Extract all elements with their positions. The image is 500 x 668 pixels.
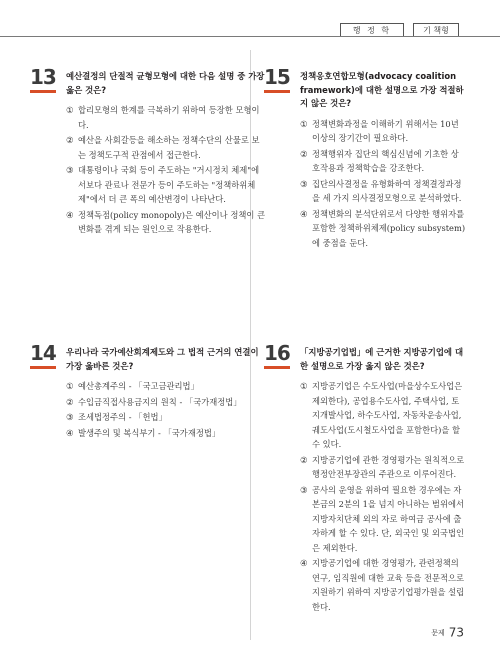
option-text: 정책행위자 집단의 핵심신념에 기초한 상호작용과 정책학습을 강조한다. bbox=[312, 148, 459, 173]
option-3[interactable] bbox=[66, 410, 266, 425]
option-marker: ② bbox=[66, 135, 74, 145]
question-number: 16 bbox=[264, 341, 290, 365]
page-number: 73 bbox=[448, 625, 464, 640]
question-number-underline bbox=[30, 366, 56, 369]
subject-tag: 행 정 학 bbox=[340, 23, 404, 37]
option-text: 예산총계주의 - 「국고금관리법」 bbox=[78, 381, 199, 391]
page-footer bbox=[431, 622, 464, 641]
option-2[interactable] bbox=[66, 133, 266, 162]
question-13 bbox=[30, 65, 266, 238]
option-text: 수입금직접사용금지의 원칙 - 「국가재정법」 bbox=[78, 396, 242, 407]
option-text: 집단의사결정을 유형화하여 정책결정과정을 세 가지 의사결정모형으로 분석하였다. bbox=[312, 178, 462, 203]
question-stem: 예산결정의 단절적 균형모형에 대한 다음 설명 중 가장 옳은 것은? bbox=[66, 71, 265, 95]
question-15 bbox=[264, 65, 466, 251]
option-3[interactable] bbox=[66, 163, 266, 207]
option-marker: ② bbox=[66, 396, 74, 407]
option-marker: ③ bbox=[66, 165, 74, 175]
option-2[interactable] bbox=[300, 453, 466, 482]
footer-label: 문제 bbox=[431, 628, 445, 637]
option-3[interactable] bbox=[300, 177, 466, 206]
question-number-underline bbox=[30, 90, 56, 93]
header-rule bbox=[0, 36, 500, 37]
question-number-underline bbox=[264, 90, 290, 93]
option-4[interactable] bbox=[66, 426, 266, 441]
option-2[interactable] bbox=[300, 147, 466, 176]
option-4[interactable] bbox=[66, 208, 266, 237]
option-list bbox=[66, 379, 266, 440]
question-stem: 「지방공기업법」에 근거한 지방공기업에 대한 설명으로 가장 옳지 않은 것은? bbox=[300, 347, 464, 371]
option-text: 지방공기업에 관한 경영평가는 원칙적으로 행정안전부장관의 주관으로 이루어진다. bbox=[312, 454, 465, 479]
option-marker: ① bbox=[66, 105, 74, 115]
option-list bbox=[300, 117, 466, 251]
exam-type-tag: 기 책형 bbox=[413, 23, 459, 37]
option-text: 공사의 운영을 위하여 필요한 경우에는 자본금의 2분의 1을 넘지 아니하는 범위에서 지방자치단체 외의 자로 하여금 공사에 출자하게 할 수 있다. 단, 외국인 및 외국법인은 제외한다. bbox=[312, 484, 464, 553]
option-marker: ④ bbox=[300, 558, 308, 568]
question-16 bbox=[264, 341, 466, 615]
option-marker: ④ bbox=[66, 209, 74, 220]
option-marker: ③ bbox=[300, 484, 308, 495]
question-number: 13 bbox=[30, 65, 56, 89]
question-number: 14 bbox=[30, 341, 56, 365]
option-1[interactable] bbox=[300, 117, 466, 146]
option-marker: ④ bbox=[300, 208, 308, 219]
option-list bbox=[300, 379, 466, 614]
option-text: 합리모형의 한계를 극복하기 위하여 등장한 모형이다. bbox=[78, 105, 260, 130]
question-stem: 우리나라 국가예산회계제도와 그 법적 근거의 연결이 가장 옳바른 것은? bbox=[66, 347, 259, 371]
option-1[interactable] bbox=[66, 379, 266, 394]
option-text: 지방공기업은 수도사업(마을상수도사업은 제외한다), 공업용수도사업, 주택사업, 토지개발사업, 하수도사업, 자동차운송사업, 궤도사업(도시철도사업을 포함한다)을 할 수 있다. bbox=[312, 381, 463, 449]
option-text: 발생주의 및 복식부기 - 「국가재정법」 bbox=[78, 427, 221, 438]
question-number: 15 bbox=[264, 65, 290, 89]
option-text: 대통령이나 국회 등이 주도하는 "거시정치 체제"에서보다 관료나 전문가 등이 주도하는 "정책하위체제"에서 더 큰 폭의 예산변경이 나타난다. bbox=[78, 165, 260, 204]
option-marker: ③ bbox=[300, 178, 308, 189]
option-text: 지방공기업에 대한 경영평가, 관련정책의 연구, 임직원에 대한 교육 등을 전문적으로 지원하기 위하여 지방공기업평가원을 설립한다. bbox=[312, 558, 465, 612]
option-marker: ② bbox=[300, 454, 308, 465]
option-2[interactable] bbox=[66, 395, 266, 410]
option-text: 예산을 사회갈등을 해소하는 정책수단의 산물로 보는 정책도구적 관점에서 접근한다. bbox=[78, 135, 260, 160]
option-text: 정책변화과정을 이해하기 위해서는 10년 이상의 장기간이 필요하다. bbox=[312, 118, 459, 143]
option-text: 정책변화의 분석단위로서 다양한 행위자를 포함한 정책하위체제(policy subsystem)에 중점을 둔다. bbox=[312, 208, 466, 248]
option-marker: ④ bbox=[66, 427, 74, 438]
option-text: 정책독점(policy monopoly)은 예산이나 정책이 큰 변화를 겪게 되는 원인으로 작용한다. bbox=[78, 209, 266, 234]
option-text: 조세법정주의 - 「헌법」 bbox=[78, 412, 167, 422]
option-3[interactable] bbox=[300, 483, 466, 556]
question-number-underline bbox=[264, 366, 290, 369]
option-4[interactable] bbox=[300, 556, 466, 614]
option-1[interactable] bbox=[300, 379, 466, 452]
option-marker: ① bbox=[300, 381, 308, 391]
option-marker: ② bbox=[300, 148, 308, 159]
question-stem: 정책옹호연합모형(advocacy coalition framework)에 대한 설명으로 가장 적절하지 않은 것은? bbox=[300, 71, 464, 108]
option-marker: ① bbox=[300, 118, 308, 129]
option-1[interactable] bbox=[66, 103, 266, 132]
option-marker: ① bbox=[66, 381, 74, 391]
option-4[interactable] bbox=[300, 207, 466, 251]
question-14 bbox=[30, 341, 266, 441]
option-marker: ③ bbox=[66, 412, 74, 422]
option-list bbox=[66, 103, 266, 237]
